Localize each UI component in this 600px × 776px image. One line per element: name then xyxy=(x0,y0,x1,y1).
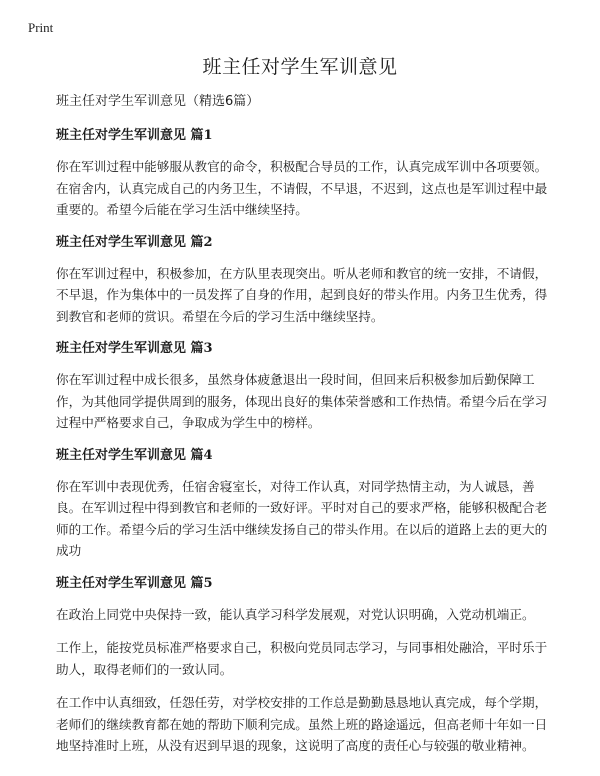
section-heading: 班主任对学生军训意见 篇5 xyxy=(56,575,213,591)
document-body xyxy=(56,92,556,769)
section-3 xyxy=(56,339,556,434)
section-paragraph: 在政治上同党中央保持一致，能认真学习科学发展观，对党认识明确，入党动机端正。 xyxy=(56,606,535,622)
section-2 xyxy=(56,233,556,328)
print-link[interactable]: Print xyxy=(28,20,54,35)
section-paragraph: 你在军训过程中成长很多，虽然身体疲惫退出一段时间，但回来后积极参加后勤保障工作，为其他同学提供周到的服务，体现出良好的集体荣誉感和工作热情。希望今后在学习过程中严格要求自己，争取成为学生中的榜样。 xyxy=(56,372,548,430)
section-paragraph: 在工作中认真细致，任怨任劳，对学校安排的工作总是勤勤恳恳地认真完成，每个学期，老师们的继续教育都在她的帮助下顺利完成。虽然上班的路途遥远，但高老师十年如一日地坚持准时上班，从没有迟到早退的现象，这说明了高度的责任心与较强的敬业精神。 xyxy=(56,695,548,753)
section-4 xyxy=(56,446,556,562)
page-title: 班主任对学生军训意见 xyxy=(202,56,398,78)
section-heading: 班主任对学生军训意见 篇1 xyxy=(56,128,213,143)
section-5 xyxy=(56,574,556,757)
document-subtitle: 班主任对学生军训意见（精选6篇） xyxy=(56,94,260,109)
section-paragraph: 你在军训中表现优秀，任宿舍寝室长，对待工作认真，对同学热情主动，为人诚恳，善良。在军训过程中得到教官和老师的一致好评。平时对自己的要求严格，能够积极配合老师的工作。希望今后的学习生活中继续发扬自己的带头作用。在以后的道路上去的更大的成功 xyxy=(56,478,548,558)
section-heading: 班主任对学生军训意见 篇2 xyxy=(56,234,213,250)
section-paragraph: 你在军训过程中能够服从教官的命令，积极配合导员的工作，认真完成军训中各项要领。在宿舍内，认真完成自己的内务卫生，不请假，不早退，不迟到，这点也是军训过程中最重要的。希望今后能在学习生活中继续坚持。 xyxy=(56,159,548,217)
section-paragraph: 工作上，能按党员标准严格要求自己，积极向党员同志学习，与同事相处融洽，平时乐于助人，取得老师们的一致认同。 xyxy=(56,640,548,677)
section-1 xyxy=(56,126,556,221)
section-paragraph: 你在军训过程中，积极参加，在方队里表现突出。听从老师和教官的统一安排，不请假，不早退，作为集体中的一员发挥了自身的作用，起到良好的带头作用。内务卫生优秀，得到教官和老师的赏识。希望在今后的学习生活中继续坚持。 xyxy=(56,265,548,324)
section-heading: 班主任对学生军训意见 篇3 xyxy=(56,341,213,356)
section-heading: 班主任对学生军训意见 篇4 xyxy=(56,447,213,463)
